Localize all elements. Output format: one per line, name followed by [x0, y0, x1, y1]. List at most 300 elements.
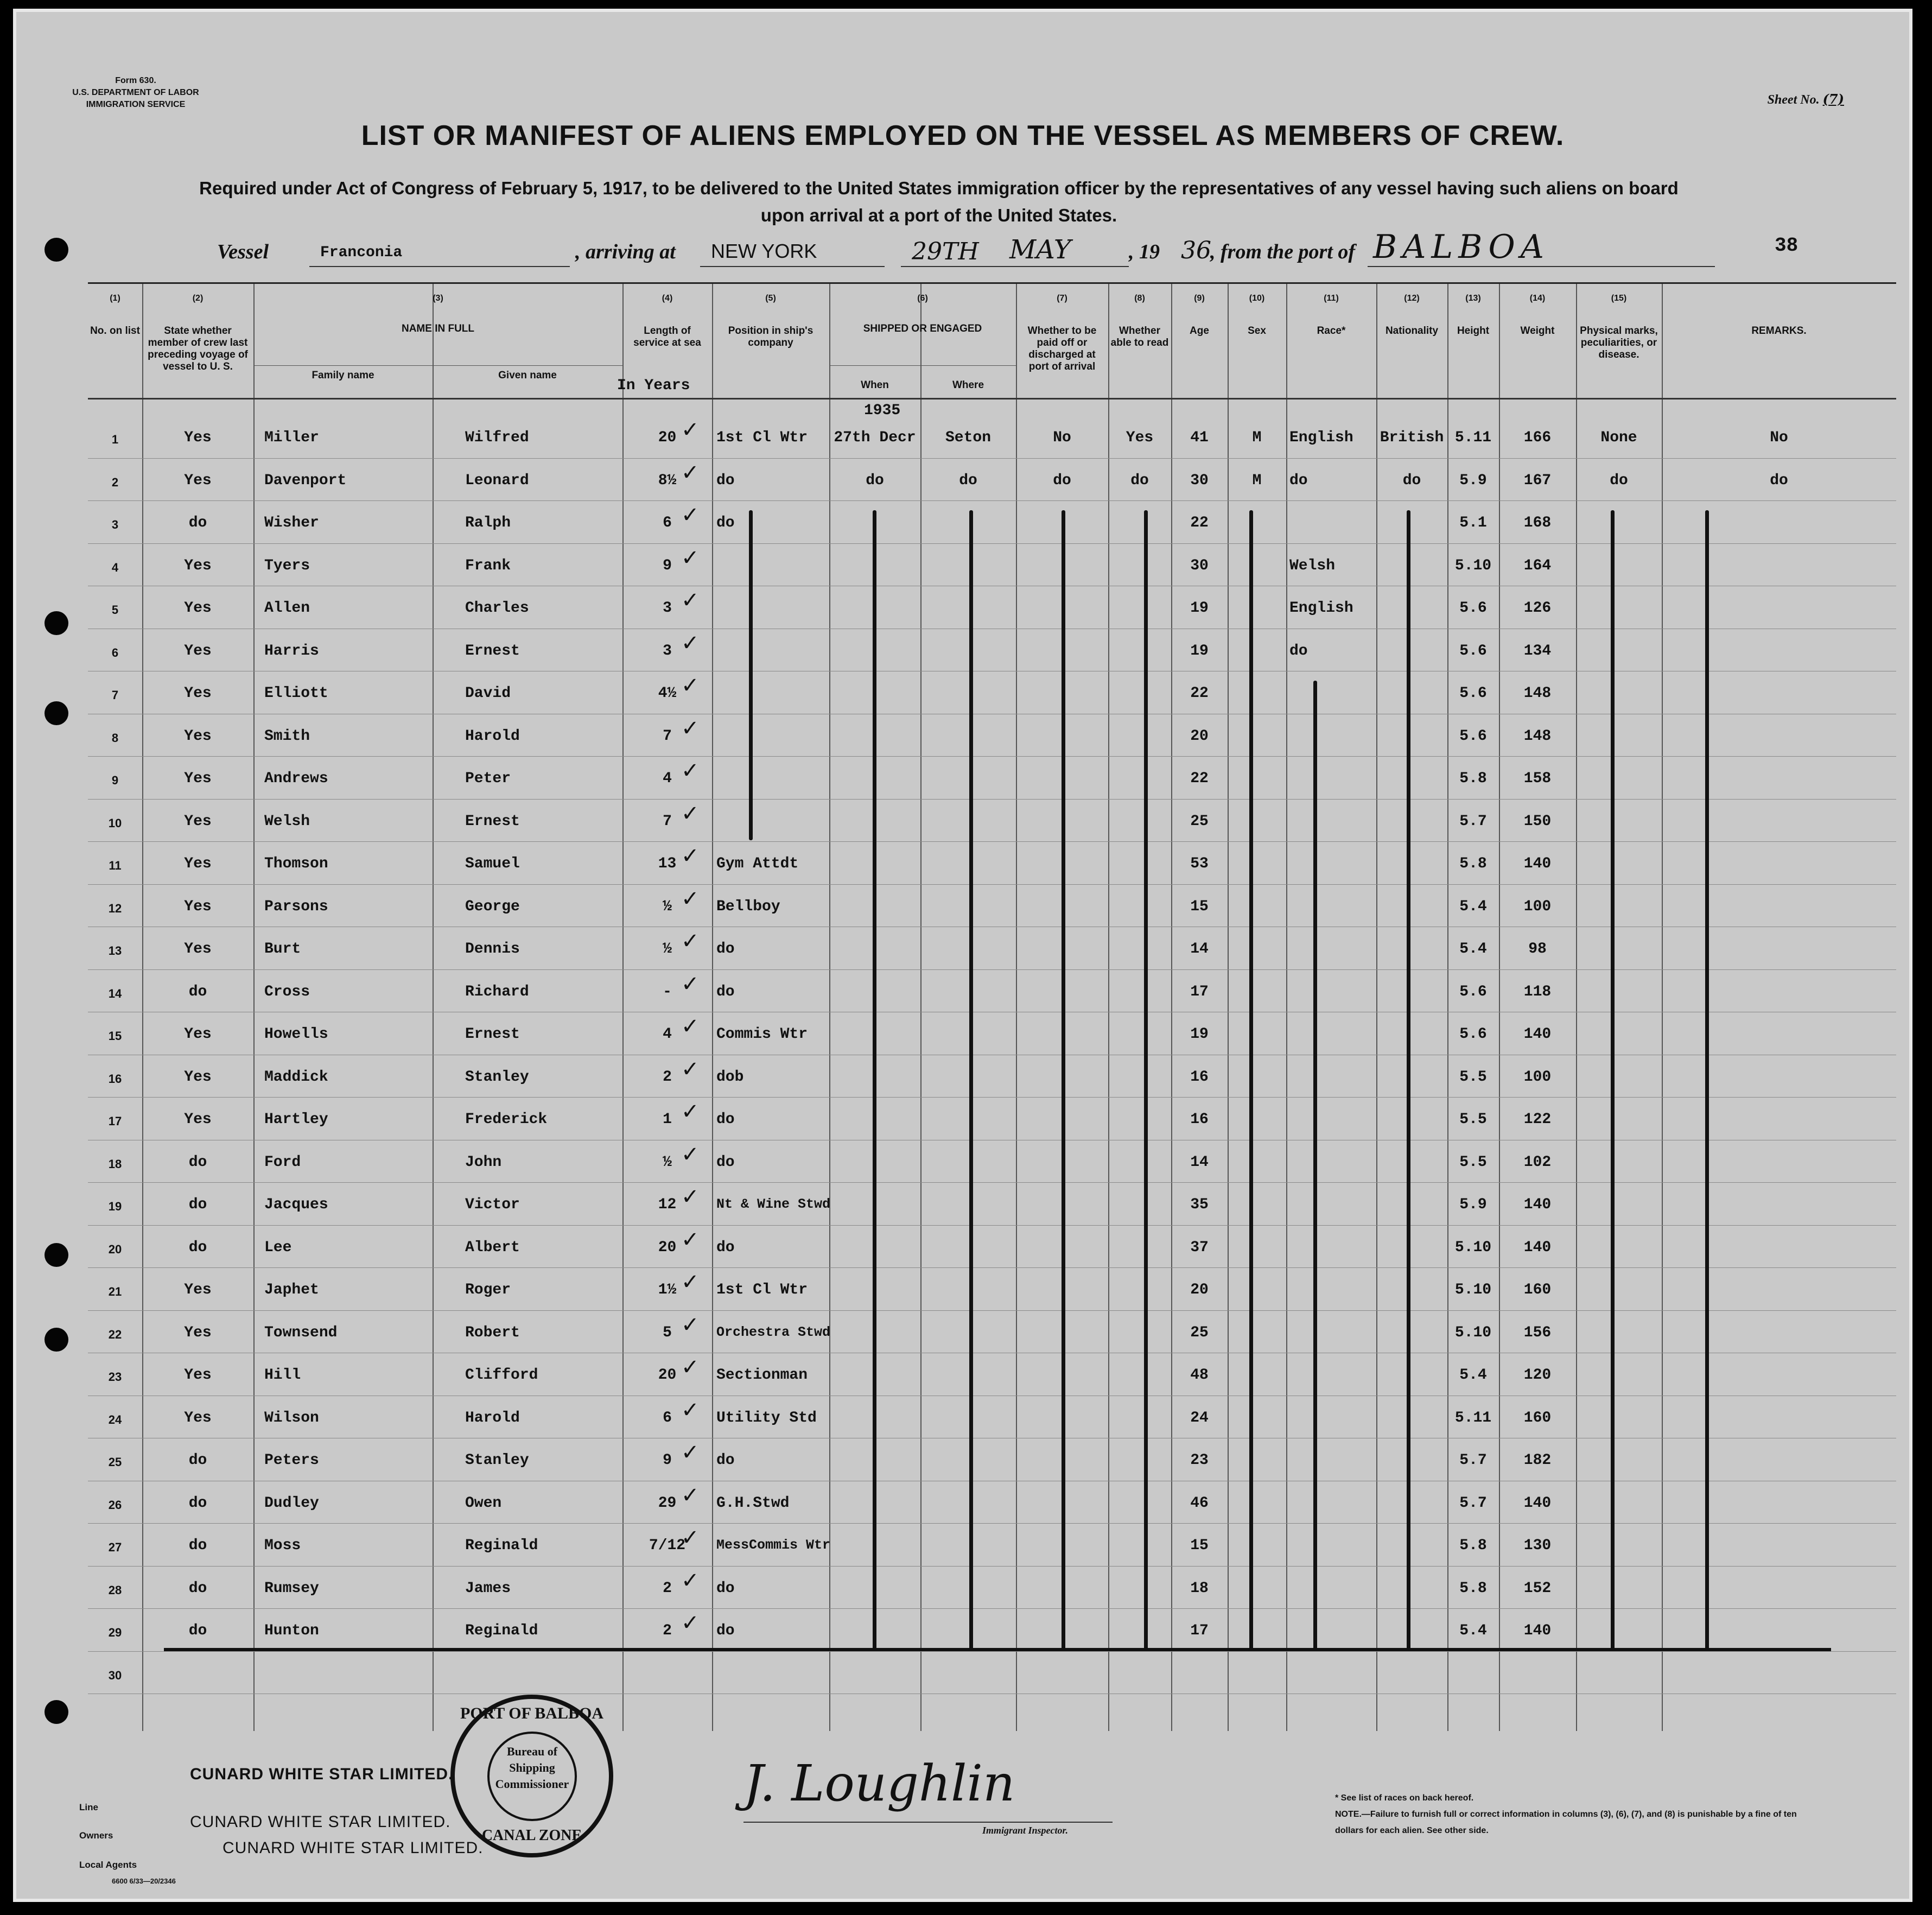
cell-weight: 158	[1523, 770, 1552, 787]
cell-position: MessCommis Wtr	[716, 1537, 831, 1553]
cell-position: do	[716, 983, 735, 1000]
cell-service: 13	[658, 855, 677, 872]
row-number: 7	[111, 688, 119, 702]
cell-weight: 164	[1523, 557, 1552, 574]
cell-family: Ford	[264, 1153, 301, 1171]
cell-height: 5.6	[1459, 727, 1487, 745]
check-mark: ✓	[681, 630, 700, 656]
cell-family: Hill	[264, 1367, 301, 1384]
cell-service: 20	[658, 1367, 677, 1384]
cell-family: Thomson	[264, 855, 328, 872]
check-mark: ✓	[681, 1525, 700, 1550]
cell-age: 14	[1190, 1153, 1209, 1171]
column-header: Position in ship's company	[728, 325, 814, 348]
cell-age: 19	[1190, 1026, 1209, 1043]
cell-family: Howells	[264, 1026, 328, 1043]
inspector-signature: J. Loughlin	[743, 1754, 1015, 1812]
cell-position: do	[716, 1580, 735, 1597]
cell-family: Elliott	[264, 685, 328, 702]
cell-family: Dudley	[264, 1494, 319, 1512]
row-number: 9	[111, 773, 119, 787]
cell-weight: 152	[1523, 1580, 1552, 1597]
check-mark: ✓	[681, 1056, 700, 1082]
service-name: IMMIGRATION SERVICE	[86, 100, 186, 109]
check-mark: ✓	[681, 417, 700, 442]
cell-age: 35	[1190, 1196, 1209, 1213]
cell-position: Utility Std	[716, 1409, 817, 1426]
cell-family: Welsh	[264, 813, 310, 830]
ditto-mark	[1705, 510, 1709, 1650]
column-header: Height	[1457, 325, 1490, 337]
arriving-label: , arriving at	[575, 240, 676, 263]
column-header: Whether to be paid off or discharged at port of arrival	[1027, 325, 1097, 372]
cell-given: Wilfred	[465, 429, 529, 446]
punch-hole	[45, 701, 68, 725]
row-number: 12	[108, 901, 122, 915]
cell-prior: do	[188, 1239, 207, 1256]
list-closing-line	[164, 1648, 1831, 1651]
column-number: (6)	[917, 294, 928, 303]
check-mark: ✓	[681, 1397, 700, 1423]
check-mark: ✓	[681, 929, 700, 954]
cell-position: Bellboy	[716, 898, 780, 915]
cell-weight: 100	[1523, 898, 1552, 915]
row-divider	[88, 1097, 1896, 1098]
cell-family: Hunton	[264, 1622, 319, 1639]
cell-given: Leonard	[465, 472, 529, 489]
cell-position: Nt & Wine Stwd	[716, 1196, 831, 1212]
cell-prior: Yes	[184, 1068, 212, 1086]
cell-given: Stanley	[465, 1452, 529, 1469]
cell-service: ½	[663, 1153, 672, 1171]
row-divider	[88, 1651, 1896, 1652]
cell-prior: do	[188, 1452, 207, 1469]
cell-prior: do	[188, 1494, 207, 1512]
subheader-family: Family name	[312, 370, 374, 381]
cell-height: 5.6	[1459, 1026, 1487, 1043]
row-number: 1	[111, 433, 119, 446]
column-number: (13)	[1465, 294, 1481, 303]
cell-height: 5.6	[1459, 983, 1487, 1000]
subheader-when: When	[861, 379, 889, 391]
arrival-port: NEW YORK	[711, 240, 817, 262]
cell-prior: Yes	[184, 898, 212, 915]
column-header: No. on list	[90, 325, 140, 337]
subheader-given: Given name	[498, 370, 557, 381]
cell-service: 1	[663, 1111, 672, 1128]
port-of-balboa-stamp	[450, 1695, 613, 1857]
row-divider	[88, 1267, 1896, 1268]
cell-family: Peters	[264, 1452, 319, 1469]
race-footnote: * See list of races on back hereof.	[1335, 1793, 1474, 1803]
ditto-mark	[1249, 510, 1253, 1650]
page-subtitle: Required under Act of Congress of February 5, 1917, to be delivered to the United States immigration officer by the representatives of any vessel having such aliens on board upon arrival at a port of the United States.	[199, 178, 1679, 225]
subheader-where: Where	[952, 379, 984, 391]
cell-given: David	[465, 685, 511, 702]
cell-weight: 148	[1523, 727, 1552, 745]
cell-prior: Yes	[184, 1367, 212, 1384]
cell-weight: 160	[1523, 1409, 1552, 1426]
cell-age: 18	[1190, 1580, 1209, 1597]
cell-weight: 140	[1523, 855, 1552, 872]
cell-prior: do	[188, 1622, 207, 1639]
year-suffix: 36	[1181, 237, 1211, 264]
sheet-number	[1768, 91, 1844, 107]
cell-given: John	[465, 1153, 502, 1171]
cell-remarks: No	[1770, 429, 1788, 446]
cell-prior: Yes	[184, 770, 212, 787]
column-number: (9)	[1194, 294, 1205, 303]
cell-height: 5.4	[1459, 941, 1487, 958]
form-identifier	[65, 75, 206, 111]
cell-service: 8½	[658, 472, 677, 489]
cell-age: 23	[1190, 1452, 1209, 1469]
cell-age: 22	[1190, 685, 1209, 702]
column-number: (2)	[192, 294, 204, 303]
row-divider	[88, 1523, 1896, 1524]
row-number: 17	[108, 1114, 122, 1128]
cell-age: 16	[1190, 1068, 1209, 1086]
service-units: In Years	[617, 377, 690, 394]
ditto-mark	[749, 510, 753, 840]
cell-given: Owen	[465, 1494, 502, 1512]
cell-position: do	[716, 1153, 735, 1171]
row-number: 13	[108, 944, 122, 958]
cell-family: Burt	[264, 941, 301, 958]
cell-paid-off: No	[1053, 429, 1071, 446]
cell-age: 22	[1190, 770, 1209, 787]
column-number: (10)	[1249, 294, 1265, 303]
cell-age: 25	[1190, 1324, 1209, 1341]
cell-age: 46	[1190, 1494, 1209, 1512]
cell-sex: M	[1252, 472, 1262, 489]
cell-given: Dennis	[465, 941, 520, 958]
cell-age: 25	[1190, 813, 1209, 830]
cell-service: 3	[663, 642, 672, 660]
subheader-divider	[829, 365, 1016, 366]
cell-given: Peter	[465, 770, 511, 787]
manifest-sheet	[13, 9, 1912, 1902]
row-number: 28	[108, 1583, 122, 1597]
cell-family: Moss	[264, 1537, 301, 1554]
cell-service: 29	[658, 1494, 677, 1512]
check-mark: ✓	[681, 715, 700, 741]
cell-prior: do	[188, 1537, 207, 1554]
cell-service: 4	[663, 1026, 672, 1043]
row-number: 6	[111, 645, 119, 660]
cell-height: 5.1	[1459, 515, 1487, 531]
row-number: 29	[108, 1626, 122, 1639]
column-header: Weight	[1520, 325, 1555, 337]
column-number: (4)	[662, 294, 673, 303]
cell-given: Ernest	[465, 642, 520, 660]
cell-position: do	[716, 472, 735, 489]
header-divider	[88, 398, 1896, 400]
row-divider	[88, 841, 1896, 842]
check-mark: ✓	[681, 1014, 700, 1039]
column-number: (14)	[1529, 294, 1546, 303]
check-mark: ✓	[681, 758, 700, 783]
cell-service: 6	[663, 515, 672, 531]
column-header: Nationality	[1385, 325, 1439, 337]
subcolumn-divider	[920, 365, 921, 398]
cell-nationality: British	[1380, 429, 1444, 446]
column-header: REMARKS.	[1751, 325, 1807, 337]
row-number: 2	[111, 475, 119, 489]
cell-prior: do	[188, 983, 207, 1000]
cell-race: do	[1289, 642, 1308, 660]
cell-weight: 156	[1523, 1324, 1552, 1341]
cell-height: 5.10	[1454, 1239, 1492, 1256]
cell-family: Japhet	[264, 1282, 319, 1298]
row-number: 14	[108, 986, 122, 1000]
column-header: SHIPPED OR ENGAGED	[863, 323, 982, 334]
check-mark: ✓	[681, 1440, 700, 1465]
company-line: CUNARD WHITE STAR LIMITED.	[190, 1765, 454, 1783]
cell-height: 5.4	[1459, 1622, 1487, 1639]
sheet-number-label: Sheet No.	[1767, 93, 1820, 107]
year-shipped: 1935	[864, 402, 901, 419]
column-header: Age	[1190, 325, 1209, 337]
cell-where: do	[959, 472, 977, 489]
sheet-number-value: (7)	[1822, 91, 1844, 107]
cell-prior: do	[188, 1580, 207, 1597]
cell-position: Sectionman	[716, 1367, 808, 1384]
line-label: Line	[79, 1802, 98, 1812]
cell-age: 17	[1190, 1622, 1209, 1639]
port-underline	[700, 266, 885, 267]
inspector-label: Immigrant Inspector.	[982, 1825, 1069, 1836]
check-mark: ✓	[681, 588, 700, 613]
ditto-mark	[1313, 681, 1317, 1650]
cell-service: 2	[663, 1580, 672, 1597]
row-number: 27	[108, 1540, 122, 1554]
cell-weight: 160	[1523, 1282, 1552, 1298]
cell-age: 22	[1190, 515, 1209, 531]
cell-service: 7	[663, 813, 672, 830]
check-mark: ✓	[681, 886, 700, 911]
cell-height: 5.6	[1459, 642, 1487, 660]
cell-family: Maddick	[264, 1068, 328, 1086]
ditto-mark	[969, 510, 973, 1650]
ditto-mark	[1144, 510, 1148, 1650]
row-divider	[88, 1566, 1896, 1567]
check-mark: ✓	[681, 1482, 700, 1508]
cell-height: 5.5	[1459, 1068, 1487, 1086]
punch-hole	[45, 1700, 68, 1724]
cell-race: Welsh	[1289, 557, 1336, 574]
cell-marks: None	[1600, 429, 1637, 446]
cell-prior: do	[188, 515, 207, 531]
owners-label: Owners	[79, 1830, 113, 1841]
cell-weight: 140	[1523, 1026, 1552, 1043]
cell-age: 17	[1190, 983, 1209, 1000]
cell-age: 16	[1190, 1111, 1209, 1128]
cell-family: Allen	[264, 600, 310, 617]
crew-table	[88, 282, 1896, 1731]
vessel-label: Vessel	[217, 240, 269, 263]
row-divider	[88, 799, 1896, 800]
ditto-mark	[1611, 510, 1615, 1650]
cell-position: do	[716, 1622, 735, 1639]
cell-prior: Yes	[184, 813, 212, 830]
cell-prior: Yes	[184, 1324, 212, 1341]
column-header: Physical marks, peculiarities, or disease.	[1580, 325, 1658, 360]
cell-position: do	[716, 1452, 735, 1469]
row-number: 10	[108, 816, 122, 830]
row-number: 18	[108, 1157, 122, 1171]
cell-height: 5.7	[1459, 1494, 1487, 1512]
row-number: 15	[108, 1029, 122, 1043]
date-underline	[901, 266, 1129, 267]
cell-position: 1st Cl Wtr	[716, 1282, 808, 1298]
subheader-divider	[253, 365, 622, 366]
cell-service: 20	[658, 429, 677, 446]
row-number: 8	[111, 731, 119, 745]
cell-height: 5.11	[1454, 1409, 1492, 1426]
from-port-underline	[1368, 266, 1715, 267]
column-number: (3)	[433, 294, 443, 303]
cell-age: 19	[1190, 642, 1209, 660]
check-mark: ✓	[681, 844, 700, 868]
cell-weight: 102	[1523, 1153, 1552, 1171]
cell-weight: 122	[1523, 1111, 1552, 1128]
company-owners: CUNARD WHITE STAR LIMITED.	[190, 1813, 451, 1831]
cell-weight: 150	[1523, 813, 1552, 830]
cell-family: Harris	[264, 642, 319, 660]
check-mark: ✓	[681, 971, 700, 997]
row-divider	[88, 969, 1896, 970]
row-divider	[88, 756, 1896, 757]
cell-weight: 120	[1523, 1367, 1552, 1384]
cell-height: 5.6	[1459, 685, 1487, 702]
cell-service: 12	[658, 1196, 677, 1213]
company-agents: CUNARD WHITE STAR LIMITED.	[223, 1839, 484, 1857]
cell-given: Ernest	[465, 813, 520, 830]
cell-prior: Yes	[184, 472, 212, 489]
cell-prior: Yes	[184, 1111, 212, 1128]
cell-weight: 168	[1523, 515, 1552, 531]
cell-service: 6	[663, 1409, 672, 1426]
cell-height: 5.5	[1459, 1153, 1487, 1171]
cell-family: Jacques	[264, 1196, 328, 1213]
cell-weight: 140	[1523, 1622, 1552, 1639]
cell-family: Cross	[264, 983, 310, 1000]
cell-age: 53	[1190, 855, 1209, 872]
cell-prior: Yes	[184, 1026, 212, 1043]
cell-given: James	[465, 1580, 511, 1597]
cell-prior: Yes	[184, 429, 212, 446]
cell-position: do	[716, 1111, 735, 1128]
column-number: (5)	[765, 294, 776, 303]
cell-weight: 140	[1523, 1494, 1552, 1512]
cell-race: English	[1289, 600, 1353, 617]
row-number: 26	[108, 1498, 122, 1512]
cell-given: Richard	[465, 983, 529, 1000]
department-name: U.S. DEPARTMENT OF LABOR	[72, 88, 199, 97]
cell-prior: do	[188, 1196, 207, 1213]
vessel-name: Franconia	[320, 244, 403, 261]
cell-family: Townsend	[264, 1324, 338, 1341]
row-number: 21	[108, 1285, 122, 1298]
cell-where: Seton	[945, 429, 991, 446]
cell-prior: Yes	[184, 1282, 212, 1298]
check-mark: ✓	[681, 1270, 700, 1295]
cell-prior: Yes	[184, 557, 212, 574]
cell-position: do	[716, 1239, 735, 1256]
column-number: (7)	[1057, 294, 1067, 303]
cell-age: 24	[1190, 1409, 1209, 1426]
cell-family: Smith	[264, 727, 310, 745]
cell-prior: Yes	[184, 600, 212, 617]
cell-height: 5.10	[1454, 1324, 1492, 1341]
column-header: State whether member of crew last preceding voyage of vessel to U. S.	[148, 325, 248, 372]
check-mark: ✓	[681, 1568, 700, 1593]
stamp-bottom-text: CANAL ZONE	[481, 1827, 582, 1844]
row-divider	[88, 458, 1896, 459]
cell-given: Reginald	[465, 1537, 538, 1554]
cell-age: 30	[1190, 557, 1209, 574]
cell-family: Davenport	[264, 472, 347, 489]
cell-position: do	[716, 941, 735, 958]
cell-family: Lee	[264, 1239, 292, 1256]
cell-service: 7	[663, 727, 672, 745]
cell-given: Stanley	[465, 1068, 529, 1086]
cell-given: Victor	[465, 1196, 520, 1213]
column-header: Sex	[1248, 325, 1266, 337]
cell-family: Rumsey	[264, 1580, 319, 1597]
cell-age: 41	[1190, 429, 1209, 446]
row-number: 25	[108, 1455, 122, 1469]
cell-weight: 98	[1528, 941, 1547, 958]
cell-race: English	[1289, 429, 1353, 446]
row-divider	[88, 543, 1896, 544]
cell-given: Charles	[465, 600, 529, 617]
column-number: (11)	[1324, 294, 1339, 303]
row-number: 30	[108, 1668, 122, 1682]
cell-family: Parsons	[264, 898, 328, 915]
row-divider	[88, 1310, 1896, 1311]
cell-height: 5.10	[1454, 1282, 1492, 1298]
cell-family: Wilson	[264, 1409, 319, 1426]
cell-height: 5.4	[1459, 898, 1487, 915]
cell-race: do	[1289, 472, 1308, 489]
cell-service: ½	[663, 941, 672, 958]
cell-position: do	[716, 515, 735, 531]
cell-prior: Yes	[184, 855, 212, 872]
penalty-footnote: NOTE.—Failure to furnish full or correct information in columns (3), (6), (7), and (8) is punishable by a fine of ten dollars for each alien. See other side.	[1335, 1810, 1797, 1835]
cell-weight: 140	[1523, 1239, 1552, 1256]
column-header: NAME IN FULL	[401, 323, 475, 334]
punch-hole	[45, 611, 68, 635]
column-header: Race*	[1317, 325, 1346, 337]
check-mark: ✓	[681, 1184, 700, 1209]
cell-age: 20	[1190, 1282, 1209, 1298]
cell-remarks: do	[1770, 472, 1788, 489]
cell-prior: Yes	[184, 685, 212, 702]
cell-given: Albert	[465, 1239, 520, 1256]
row-divider	[88, 1182, 1896, 1183]
cell-given: Frank	[465, 557, 511, 574]
page-title: LIST OR MANIFEST OF ALIENS EMPLOYED ON THE VESSEL AS MEMBERS OF CREW.	[361, 120, 1565, 151]
cell-age: 15	[1190, 1537, 1209, 1554]
check-mark: ✓	[681, 545, 700, 570]
cell-age: 37	[1190, 1239, 1209, 1256]
cell-age: 19	[1190, 600, 1209, 617]
cell-weight: 182	[1523, 1452, 1552, 1469]
from-port-label: , from the port of	[1210, 240, 1356, 263]
cell-read: do	[1130, 472, 1149, 489]
